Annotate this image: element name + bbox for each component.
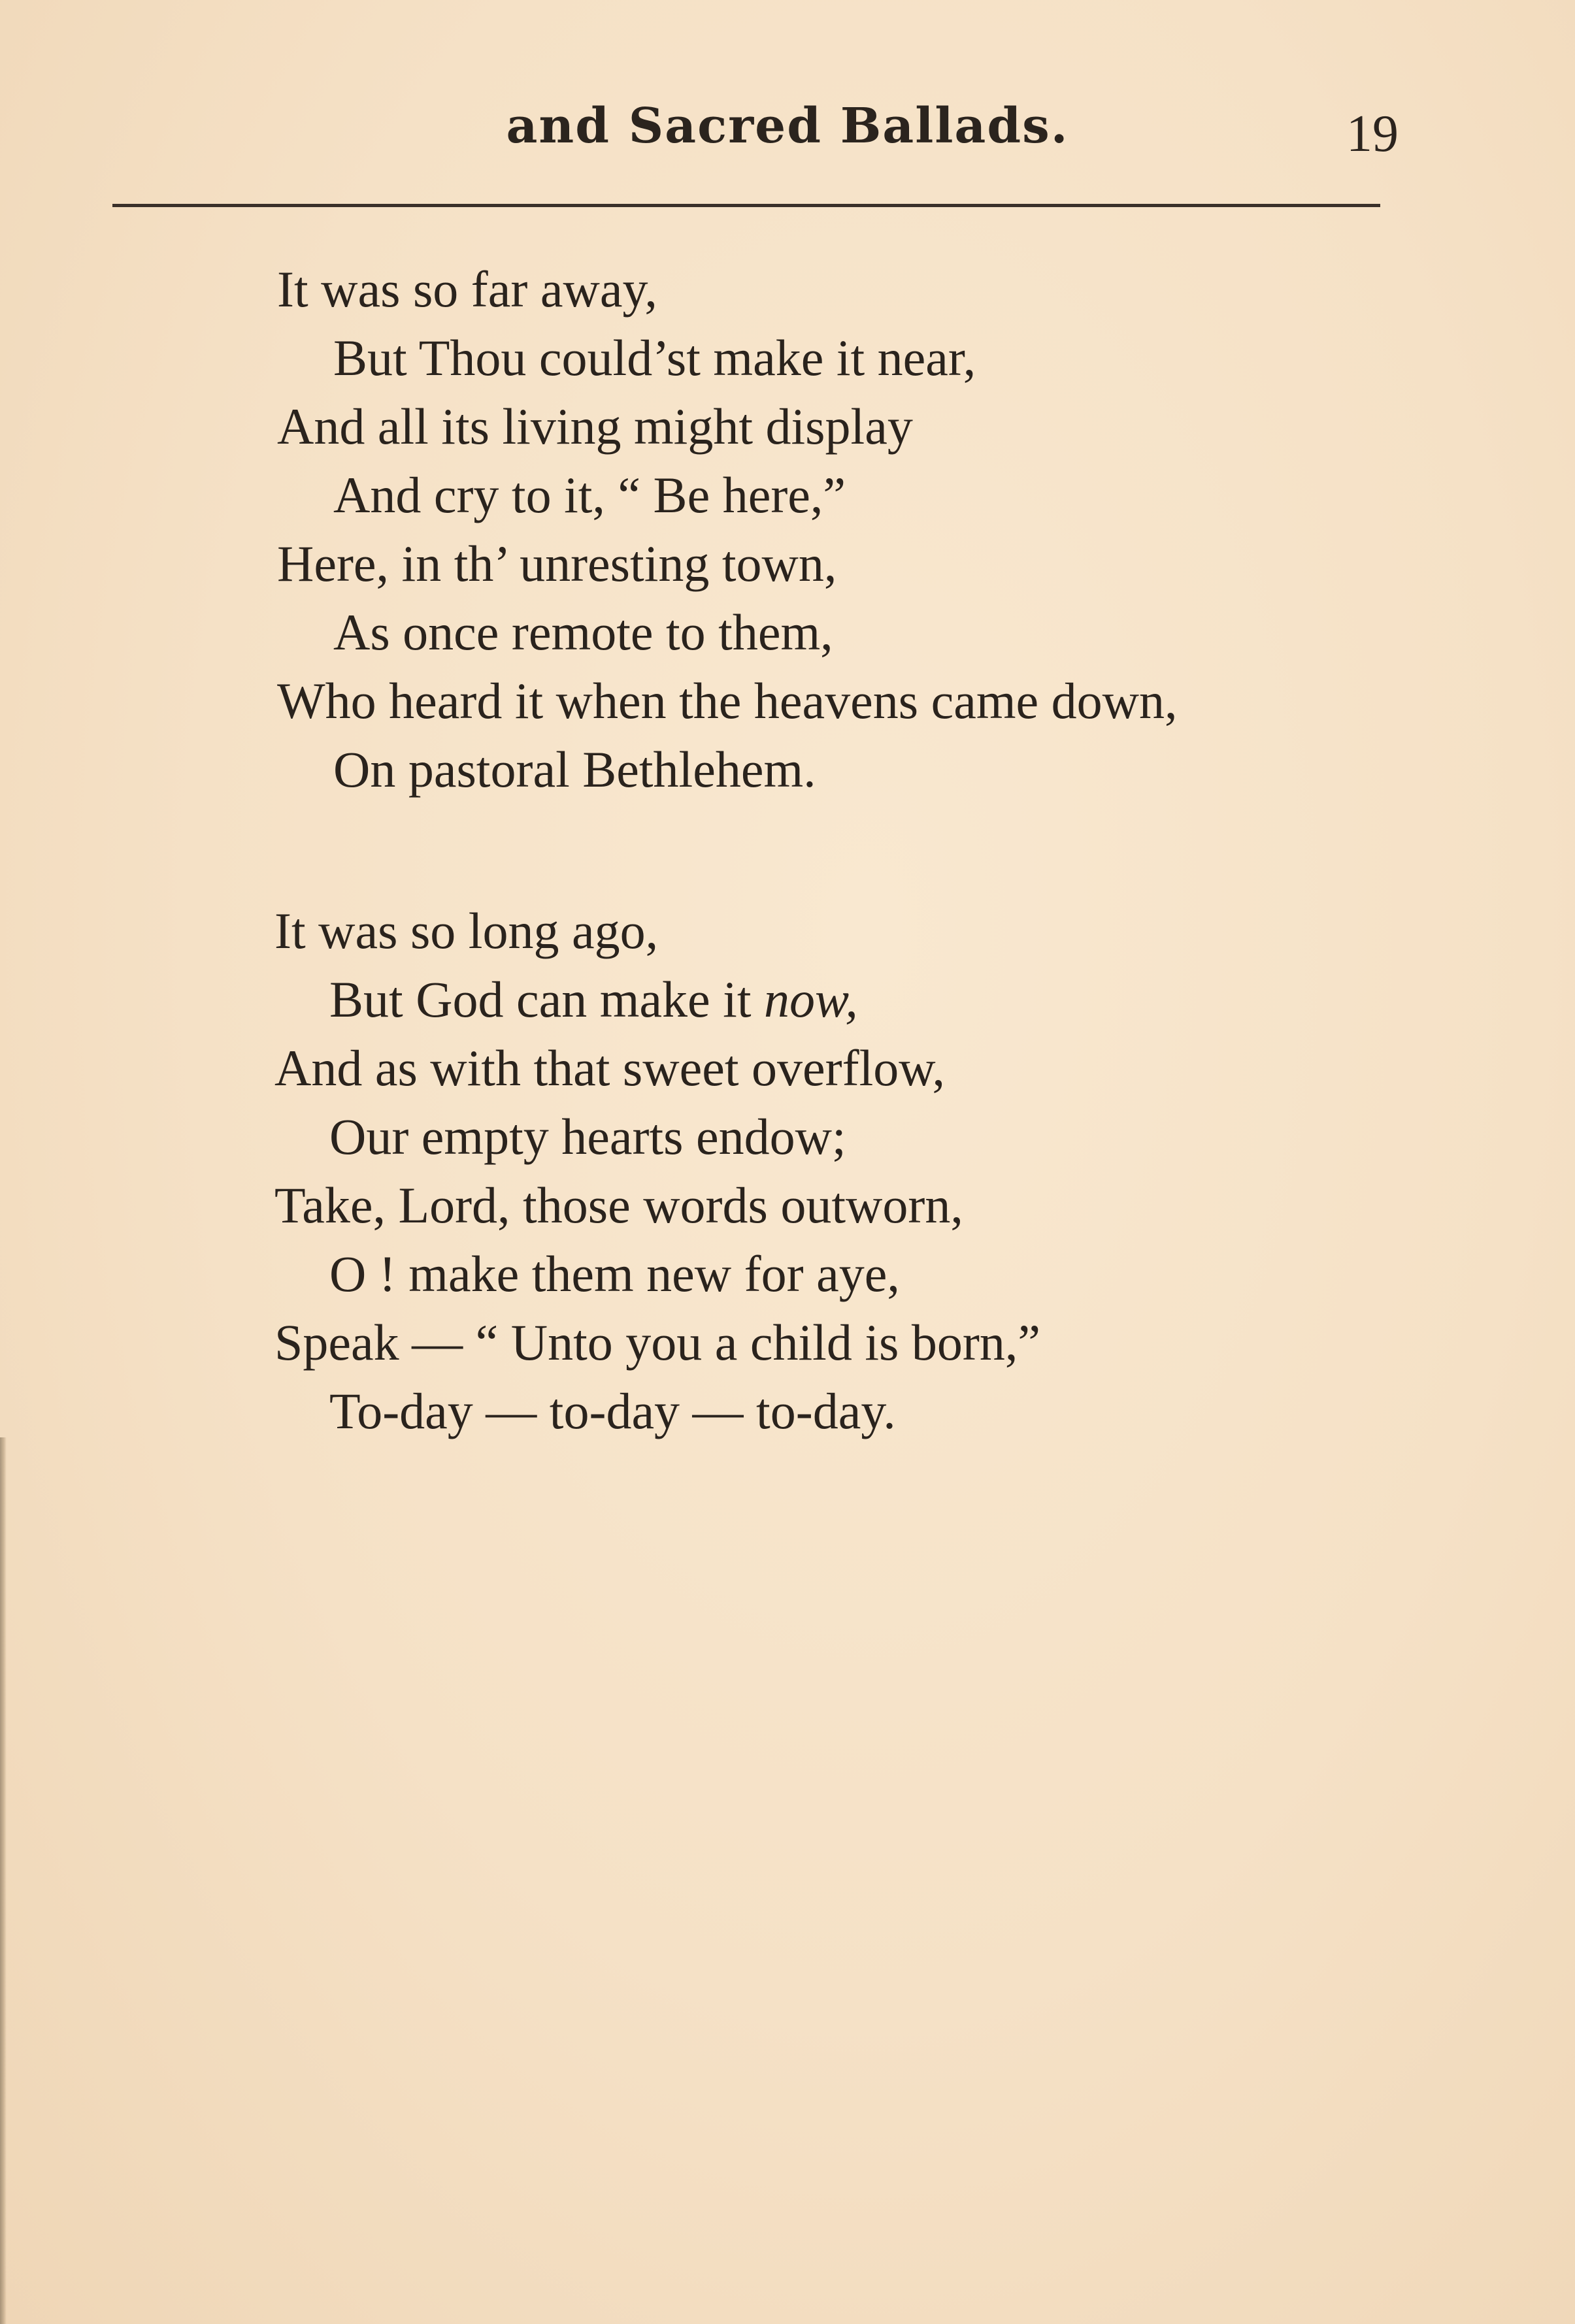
poem-line: Take, Lord, those words outworn,: [274, 1177, 963, 1234]
poem-line: But Thou could’st make it near,: [333, 329, 976, 386]
page-number: 19: [1346, 105, 1399, 163]
poem-line: To-day — to-day — to-day.: [329, 1383, 896, 1439]
poem-line: As once remote to them,: [333, 604, 833, 661]
poem-line: Who heard it when the heavens came down,: [277, 672, 1178, 729]
stanza-2: [0, 896, 1575, 1445]
header-rule: [112, 204, 1380, 207]
poem-line: [0, 965, 1575, 1034]
page-edge-shadow: [0, 1437, 7, 2324]
poem-line: Our empty hearts endow;: [329, 1108, 846, 1165]
poem-line-text: But God can make it: [329, 971, 765, 1028]
poem-line: It was so far away,: [277, 261, 657, 318]
stanza-1: [0, 255, 1575, 804]
emphasis-now: now,: [764, 971, 858, 1028]
running-head: and Sacred Ballads.: [506, 98, 1069, 154]
poem-line: And cry to it, “ Be here,”: [333, 466, 846, 523]
poem-line: And as with that sweet overflow,: [274, 1039, 946, 1096]
poem-line: And all its living might display: [277, 398, 913, 455]
poem-line: O ! make them new for aye,: [329, 1245, 900, 1302]
poem-line: It was so long ago,: [274, 902, 659, 959]
poem-line: On pastoral Bethlehem.: [333, 741, 816, 798]
poem-line: Here, in th’ unresting town,: [277, 535, 837, 592]
poem-line: Speak — “ Unto you a child is born,”: [274, 1314, 1040, 1371]
